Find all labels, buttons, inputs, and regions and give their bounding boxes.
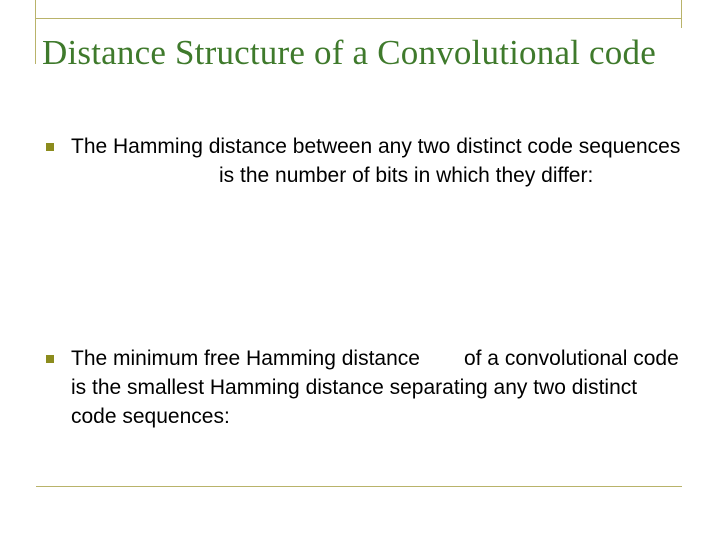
left-accent-line bbox=[35, 0, 36, 64]
bullet-text bbox=[71, 132, 681, 190]
slide-title: Distance Structure of a Convolutional code bbox=[42, 33, 656, 72]
right-accent-line bbox=[681, 0, 682, 28]
top-divider-line bbox=[36, 18, 682, 19]
square-bullet-icon bbox=[46, 143, 54, 151]
bullet-text bbox=[71, 344, 681, 431]
bullet-text-after-gap: of a convolutional code is the smallest Hamming distance separating any two distinct code sequences: bbox=[71, 347, 679, 428]
bullet-text-before-gap: The minimum free Hamming distance bbox=[71, 347, 420, 370]
bullet-text-after-gap: is the number of bits in which they differ: bbox=[219, 164, 594, 187]
square-bullet-icon bbox=[46, 355, 54, 363]
bottom-divider-line bbox=[36, 486, 682, 487]
bullet-text-before-gap: The Hamming distance between any two distinct code sequences bbox=[71, 135, 681, 158]
